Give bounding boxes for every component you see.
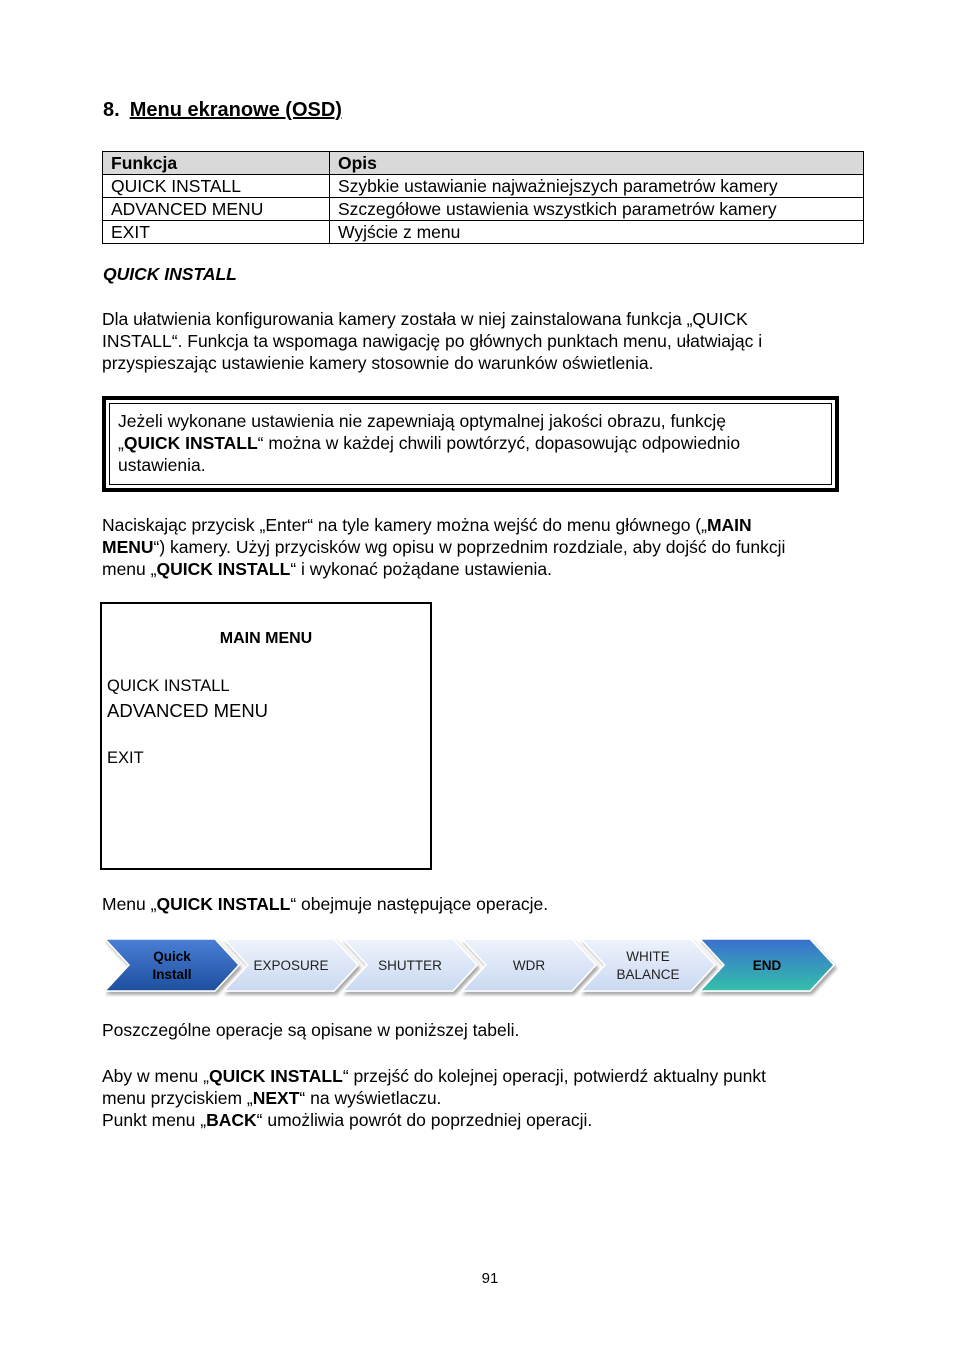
- next-text: Aby w menu „: [102, 1066, 209, 1086]
- next-text: menu przyciskiem „: [102, 1088, 253, 1108]
- ops-text: “ obejmuje następujące operacje.: [290, 894, 549, 914]
- operations-intro: [102, 893, 862, 915]
- ops-text: Menu „: [102, 894, 157, 914]
- flow-step: [581, 939, 715, 991]
- next-bold: BACK: [206, 1110, 257, 1130]
- enter-text: “ i wykonać pożądane ustawienia.: [290, 559, 552, 579]
- flow-step-label: Quick: [153, 949, 191, 964]
- next-bold: NEXT: [252, 1088, 300, 1108]
- flow-step-label: EXPOSURE: [253, 958, 329, 973]
- intro-line: Dla ułatwienia konfigurowania kamery została w niej zainstalowana funkcja „QUICK: [102, 309, 748, 329]
- flow-step-label: Install: [152, 967, 192, 982]
- enter-text: Naciskając przycisk „Enter“ na tyle kamery można wejść do menu głównego („: [102, 515, 707, 535]
- note-text: [118, 410, 818, 476]
- table-row: [103, 221, 864, 244]
- next-paragraph: [102, 1065, 862, 1131]
- flow-step: [700, 939, 834, 991]
- ops-bold: QUICK INSTALL: [156, 894, 291, 914]
- enter-bold: MENU: [102, 537, 154, 557]
- flow-step: [462, 939, 596, 991]
- next-text: “ na wyświetlaczu.: [299, 1088, 442, 1108]
- flow-step: [343, 939, 477, 991]
- next-text: “ przejść do kolejnej operacji, potwierdź aktualny punkt: [342, 1066, 766, 1086]
- section-heading: [103, 99, 342, 122]
- flow-step-label: BALANCE: [616, 967, 680, 982]
- enter-bold: MAIN: [706, 515, 752, 535]
- note-bold: QUICK INSTALL: [123, 433, 258, 453]
- next-line: [102, 1065, 862, 1087]
- enter-text: menu „: [102, 559, 157, 579]
- flow-step-label: SHUTTER: [378, 958, 442, 973]
- flow-step: [224, 939, 358, 991]
- table-cell-description: Szybkie ustawianie najważniejszych parametrów kamery: [330, 175, 864, 198]
- intro-paragraph: [102, 308, 862, 374]
- enter-text: “) kamery. Użyj przycisków wg opisu w poprzednim rozdziale, aby dojść do funkcji: [153, 537, 786, 557]
- enter-line: [102, 536, 872, 558]
- flow-step: [105, 939, 239, 991]
- intro-line: przyspieszając ustawienie kamery stosownie do warunków oświetlenia.: [102, 353, 654, 373]
- subsection-title: QUICK INSTALL: [103, 264, 237, 284]
- menu-item-quick-install: QUICK INSTALL: [107, 677, 230, 695]
- quick-install-flow: [105, 937, 840, 997]
- table-row: [103, 175, 864, 198]
- table-cell-description: Szczegółowe ustawienia wszystkich parametrów kamery: [330, 198, 864, 221]
- table-row: [103, 198, 864, 221]
- note-line: ustawienia.: [118, 455, 206, 475]
- functions-table: [102, 151, 864, 244]
- table-header-row: [103, 152, 864, 175]
- enter-paragraph: [102, 514, 872, 580]
- next-line: [102, 1087, 862, 1109]
- main-menu-title: MAIN MENU: [219, 630, 313, 647]
- flow-diagram: [105, 937, 840, 997]
- table-cell-description: Wyjście z menu: [330, 221, 864, 244]
- enter-line: [102, 514, 872, 536]
- enter-line: [102, 558, 872, 580]
- table-header-description: Opis: [330, 152, 864, 175]
- page-number: 91: [481, 1270, 499, 1287]
- menu-item-advanced-menu: ADVANCED MENU: [107, 700, 269, 721]
- next-text: Punkt menu „: [102, 1110, 207, 1130]
- heading-title: Menu ekranowe (OSD): [129, 99, 342, 121]
- note-box: [102, 396, 839, 492]
- next-line: [102, 1109, 862, 1131]
- note-line: [118, 432, 818, 454]
- next-bold: QUICK INSTALL: [208, 1066, 343, 1086]
- flow-step-chevron: [581, 939, 715, 991]
- table-header-function: Funkcja: [103, 152, 330, 175]
- table-cell-function: EXIT: [103, 221, 330, 244]
- note-line: Jeżeli wykonane ustawienia nie zapewniają optymalnej jakości obrazu, funkcję: [118, 411, 726, 431]
- main-menu-screen: [100, 602, 432, 870]
- menu-item-exit: EXIT: [107, 749, 144, 767]
- next-text: “ umożliwia powrót do poprzedniej operacji.: [256, 1110, 593, 1130]
- intro-line: INSTALL“. Funkcja ta wspomaga nawigację po głównych punktach menu, ułatwiając i: [102, 331, 763, 351]
- flow-step-label: WDR: [512, 958, 546, 973]
- flow-step-label: END: [752, 958, 782, 973]
- table-cell-function: ADVANCED MENU: [103, 198, 330, 221]
- enter-bold: QUICK INSTALL: [156, 559, 291, 579]
- heading-number: 8.: [103, 99, 120, 121]
- note-text-rest: “ można w każdej chwili powtórzyć, dopasowując odpowiednio: [257, 433, 741, 453]
- note-quote: „: [118, 433, 124, 453]
- table-cell-function: QUICK INSTALL: [103, 175, 330, 198]
- flow-step-label: WHITE: [626, 949, 670, 964]
- flow-step-chevron: [105, 939, 239, 991]
- table-note: Poszczególne operacje są opisane w poniższej tabeli.: [102, 1020, 520, 1040]
